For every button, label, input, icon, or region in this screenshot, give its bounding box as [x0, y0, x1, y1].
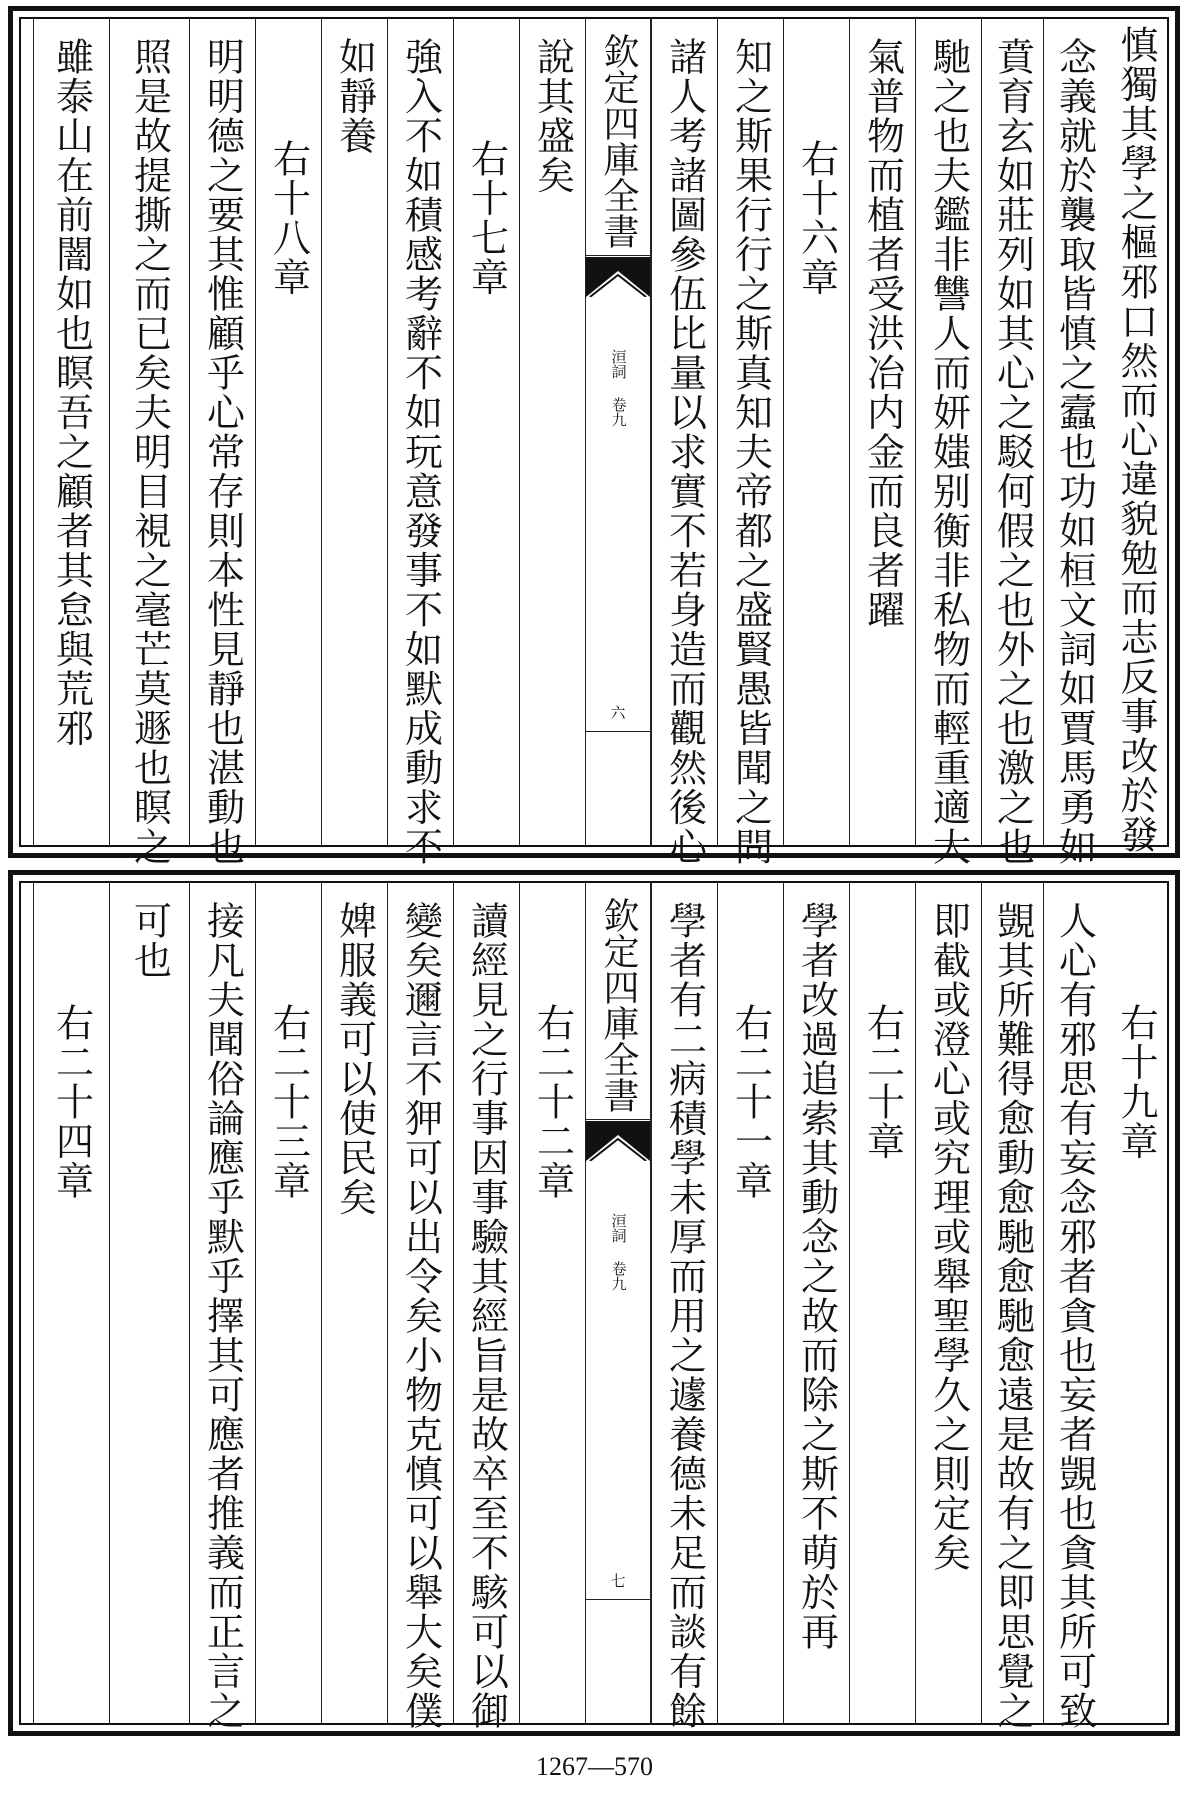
text-column: 雖泰山在前闇如也瞑吾之顧者其怠與荒邪 — [49, 37, 94, 748]
chapter-heading: 右二十一章 — [728, 1003, 773, 1201]
column — [189, 883, 255, 1731]
text-column: 學者有二病積學未厚而用之遽養德未足而談有餘 — [662, 901, 707, 1731]
column — [321, 19, 387, 845]
text-column: 接凡夫聞俗論應乎默乎擇其可應者推義而正言之 — [200, 901, 245, 1731]
fold-rule — [586, 731, 650, 732]
volume-label: 洹詞 卷九 — [609, 349, 628, 427]
chapter-heading: 右十八章 — [266, 139, 311, 297]
fishtail-mark-icon — [586, 257, 650, 297]
column — [1043, 883, 1105, 1731]
center-fold — [585, 19, 651, 845]
text-column: 如靜養 — [332, 37, 377, 156]
column — [915, 19, 981, 867]
column — [1043, 19, 1105, 867]
chapter-heading: 右二十四章 — [49, 1003, 94, 1201]
column — [453, 19, 519, 845]
text-column: 照是故提撕之而已矣夫明目視之毫芒莫遯也瞑之 — [127, 37, 172, 867]
text-column: 賁育玄如莊列如其心之駁何假之也外之也激之也 — [990, 37, 1035, 867]
page-number: 七 — [608, 1573, 627, 1588]
text-column: 明明德之要其惟顧乎心常存則本性見靜也湛動也 — [200, 37, 245, 867]
column — [783, 19, 849, 845]
column — [387, 883, 453, 1731]
column — [255, 19, 321, 845]
chapter-heading: 右二十章 — [860, 1003, 905, 1161]
column — [453, 883, 519, 1731]
column — [189, 19, 255, 867]
column — [651, 883, 717, 1731]
top-page-frame — [19, 17, 1169, 867]
text-column: 可也 — [127, 901, 172, 980]
text-column: 覬其所難得愈動愈馳愈馳愈遠是故有之即思覺之 — [990, 901, 1035, 1731]
text-column: 慎獨其學之樞邪口然而心違貌勉而志反事改於發 — [1114, 25, 1158, 855]
text-column: 知之斯果行行之斯真知夫帝都之盛賢愚皆聞之問 — [728, 37, 773, 867]
column — [717, 19, 783, 867]
column — [33, 883, 109, 1723]
page-footer-number: 1267—570 — [536, 1752, 653, 1781]
page-number: 六 — [608, 705, 627, 720]
column — [1105, 883, 1167, 1723]
chapter-heading: 右十七章 — [464, 139, 509, 297]
book-title: 欽定四庫全書 — [598, 33, 639, 249]
text-column: 婢服義可以使民矣 — [332, 901, 377, 1217]
column — [519, 19, 585, 845]
column — [849, 19, 915, 845]
column — [849, 883, 915, 1723]
column — [783, 883, 849, 1723]
text-column: 即截或澄心或究理或舉聖學久之則定矣 — [926, 901, 971, 1573]
text-column: 氣普物而植者受洪冶内金而良者躍 — [860, 37, 905, 630]
chapter-heading: 右十九章 — [1114, 1003, 1158, 1161]
column — [717, 883, 783, 1723]
column — [651, 19, 717, 867]
text-column: 強入不如積感考辭不如玩意發事不如默成動求不 — [398, 37, 443, 867]
column — [109, 19, 189, 867]
chapter-heading: 右十六章 — [794, 139, 839, 297]
column — [109, 883, 189, 1723]
text-column: 讀經見之行事因事驗其經旨是故卒至不駭可以御 — [464, 901, 509, 1731]
column — [981, 19, 1043, 867]
text-column: 說其盛矣 — [530, 37, 575, 195]
column — [981, 883, 1043, 1731]
center-fold — [585, 883, 651, 1723]
book-title: 欽定四庫全書 — [598, 897, 639, 1113]
fold-rule — [586, 255, 650, 256]
volume-label: 洹詞 卷九 — [609, 1213, 628, 1291]
text-column: 念義就於襲取皆慎之蠧也功如桓文詞如賈馬勇如 — [1052, 37, 1097, 867]
bottom-page-frame — [19, 881, 1169, 1731]
column — [1105, 19, 1167, 855]
fold-rule — [586, 1119, 650, 1120]
column — [321, 883, 387, 1723]
top-page — [8, 6, 1180, 867]
text-column: 馳之也夫鑑非讐人而妍媸别衡非私物而輕重適大 — [926, 37, 971, 867]
column — [519, 883, 585, 1723]
chapter-heading: 右二十三章 — [266, 1003, 311, 1201]
text-column: 諸人考諸圖參伍比量以求實不若身造而觀然後心 — [662, 37, 707, 867]
text-column: 學者改過追索其動念之故而除之斯不萌於再 — [794, 901, 839, 1652]
column — [255, 883, 321, 1723]
chapter-heading: 右二十二章 — [530, 1003, 575, 1201]
column — [387, 19, 453, 867]
column — [915, 883, 981, 1723]
fishtail-mark-icon — [586, 1121, 650, 1161]
text-column: 變矣邇言不狎可以出令矣小物克慎可以舉大矣僕 — [398, 901, 443, 1731]
fold-rule — [586, 1599, 650, 1600]
bottom-page — [8, 870, 1180, 1736]
column — [33, 19, 109, 845]
text-column: 人心有邪思有妄念邪者貪也妄者覬也貪其所可致 — [1052, 901, 1097, 1731]
